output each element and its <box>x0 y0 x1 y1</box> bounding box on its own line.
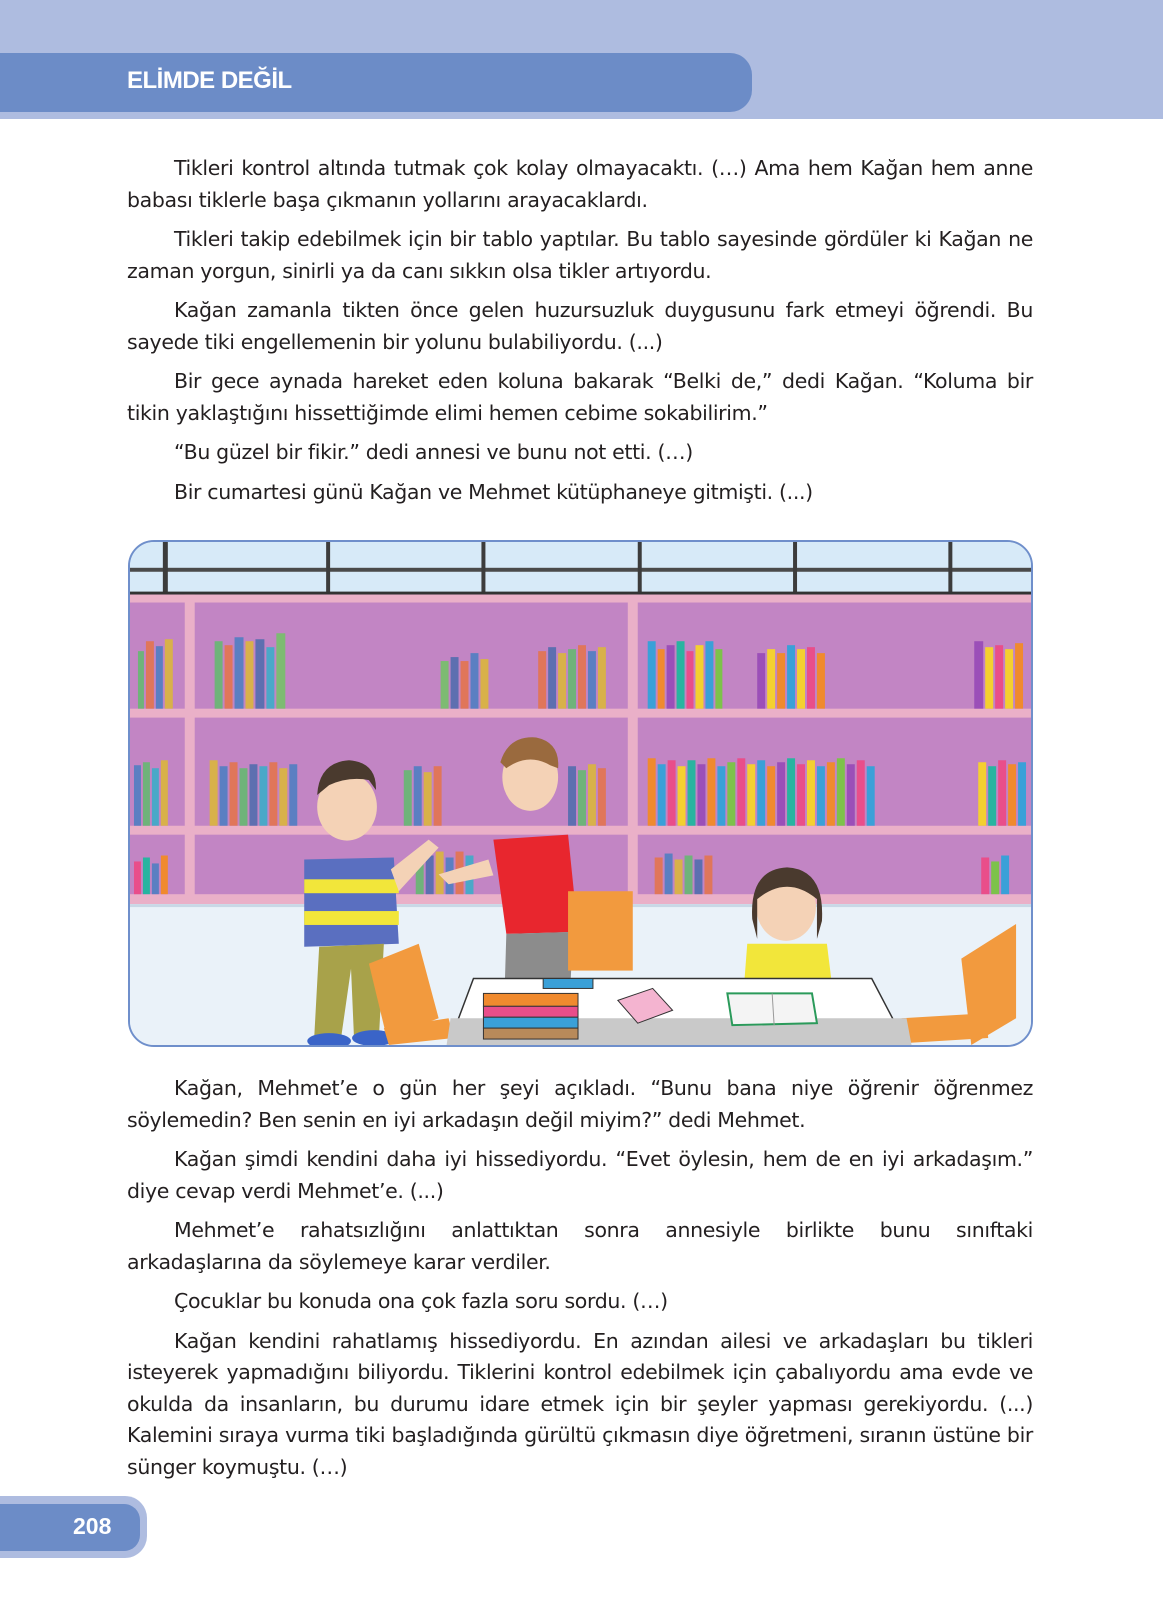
paragraph: “Bu güzel bir fikir.” dedi annesi ve bunu not etti. (…) <box>174 440 693 464</box>
paragraph: Kağan zamanla tikten önce gelen huzursuzluk duygusunu fark etmeyi öğrendi. Bu sayede tiki engellemenin bir yolunu bulabiliyordu. (...) <box>127 298 1033 354</box>
paragraph: Kağan, Mehmet’e o gün her şeyi açıkladı. “Bunu bana niye öğrenir öğrenmez söylemedin? Ben senin en iyi arkadaşın değil miyim?” dedi Mehmet. <box>127 1076 1033 1132</box>
paragraph: Kağan kendini rahatlamış hissediyordu. En azından ailesi ve arkadaşları bu tikleri isteyerek yapmadığını biliyordu. Tiklerini kontrol edebilmek için çabalıyordu ama evde ve okulda da insanların, bu durumu idare etmek için bir şeyler yapması gerekiyordu. (...) Kalemini sıraya vurma tiki başladığında gürültü çıkmasın diye öğretmeni, sıranın üstüne bir sünger koymuştu. (…) <box>127 1328 1033 1479</box>
paragraph: Bir cumartesi günü Kağan ve Mehmet kütüphaneye gitmişti. (...) <box>174 479 813 504</box>
paragraph: Tikleri takip edebilmek için bir tablo yaptılar. Bu tablo sayesinde gördüler ki Kağan ne zaman yorgun, sinirli ya da canı sıkkın olsa tikler artıyordu. <box>127 227 1033 283</box>
page-number: 208 <box>73 1513 112 1539</box>
chapter-title-tab <box>0 53 752 112</box>
paragraph: Kağan şimdi kendini daha iyi hissediyordu. “Evet öylesin, hem de en iyi arkadaşım.” diye cevap verdi Mehmet’e. (...) <box>127 1147 1033 1203</box>
paragraph: Bir gece aynada hareket eden koluna bakarak “Belki de,” dedi Kağan. “Koluma bir tikin yaklaştığını hissettiğimde elimi hemen cebime sokabilirim.” <box>127 369 1033 425</box>
library-illustration <box>128 540 1033 1047</box>
library-scene-image <box>130 542 1031 1045</box>
page-number-badge-inner <box>0 1504 140 1551</box>
paragraph: Mehmet’e rahatsızlığını anlattıktan sonra annesiyle birlikte bunu sınıftaki arkadaşlarına da söylemeye karar verdiler. <box>127 1218 1033 1274</box>
story-text-bottom <box>127 1073 1033 1491</box>
chapter-title: ELİMDE DEĞİL <box>127 67 292 94</box>
paragraph: Tikleri kontrol altında tutmak çok kolay olmayacaktı. (…) Ama hem Kağan hem anne babası tiklerle başa çıkmanın yollarını arayacaklardı. <box>127 156 1033 212</box>
story-text-top <box>127 153 1033 516</box>
paragraph: Çocuklar bu konuda ona çok fazla soru sordu. (…) <box>174 1289 668 1313</box>
